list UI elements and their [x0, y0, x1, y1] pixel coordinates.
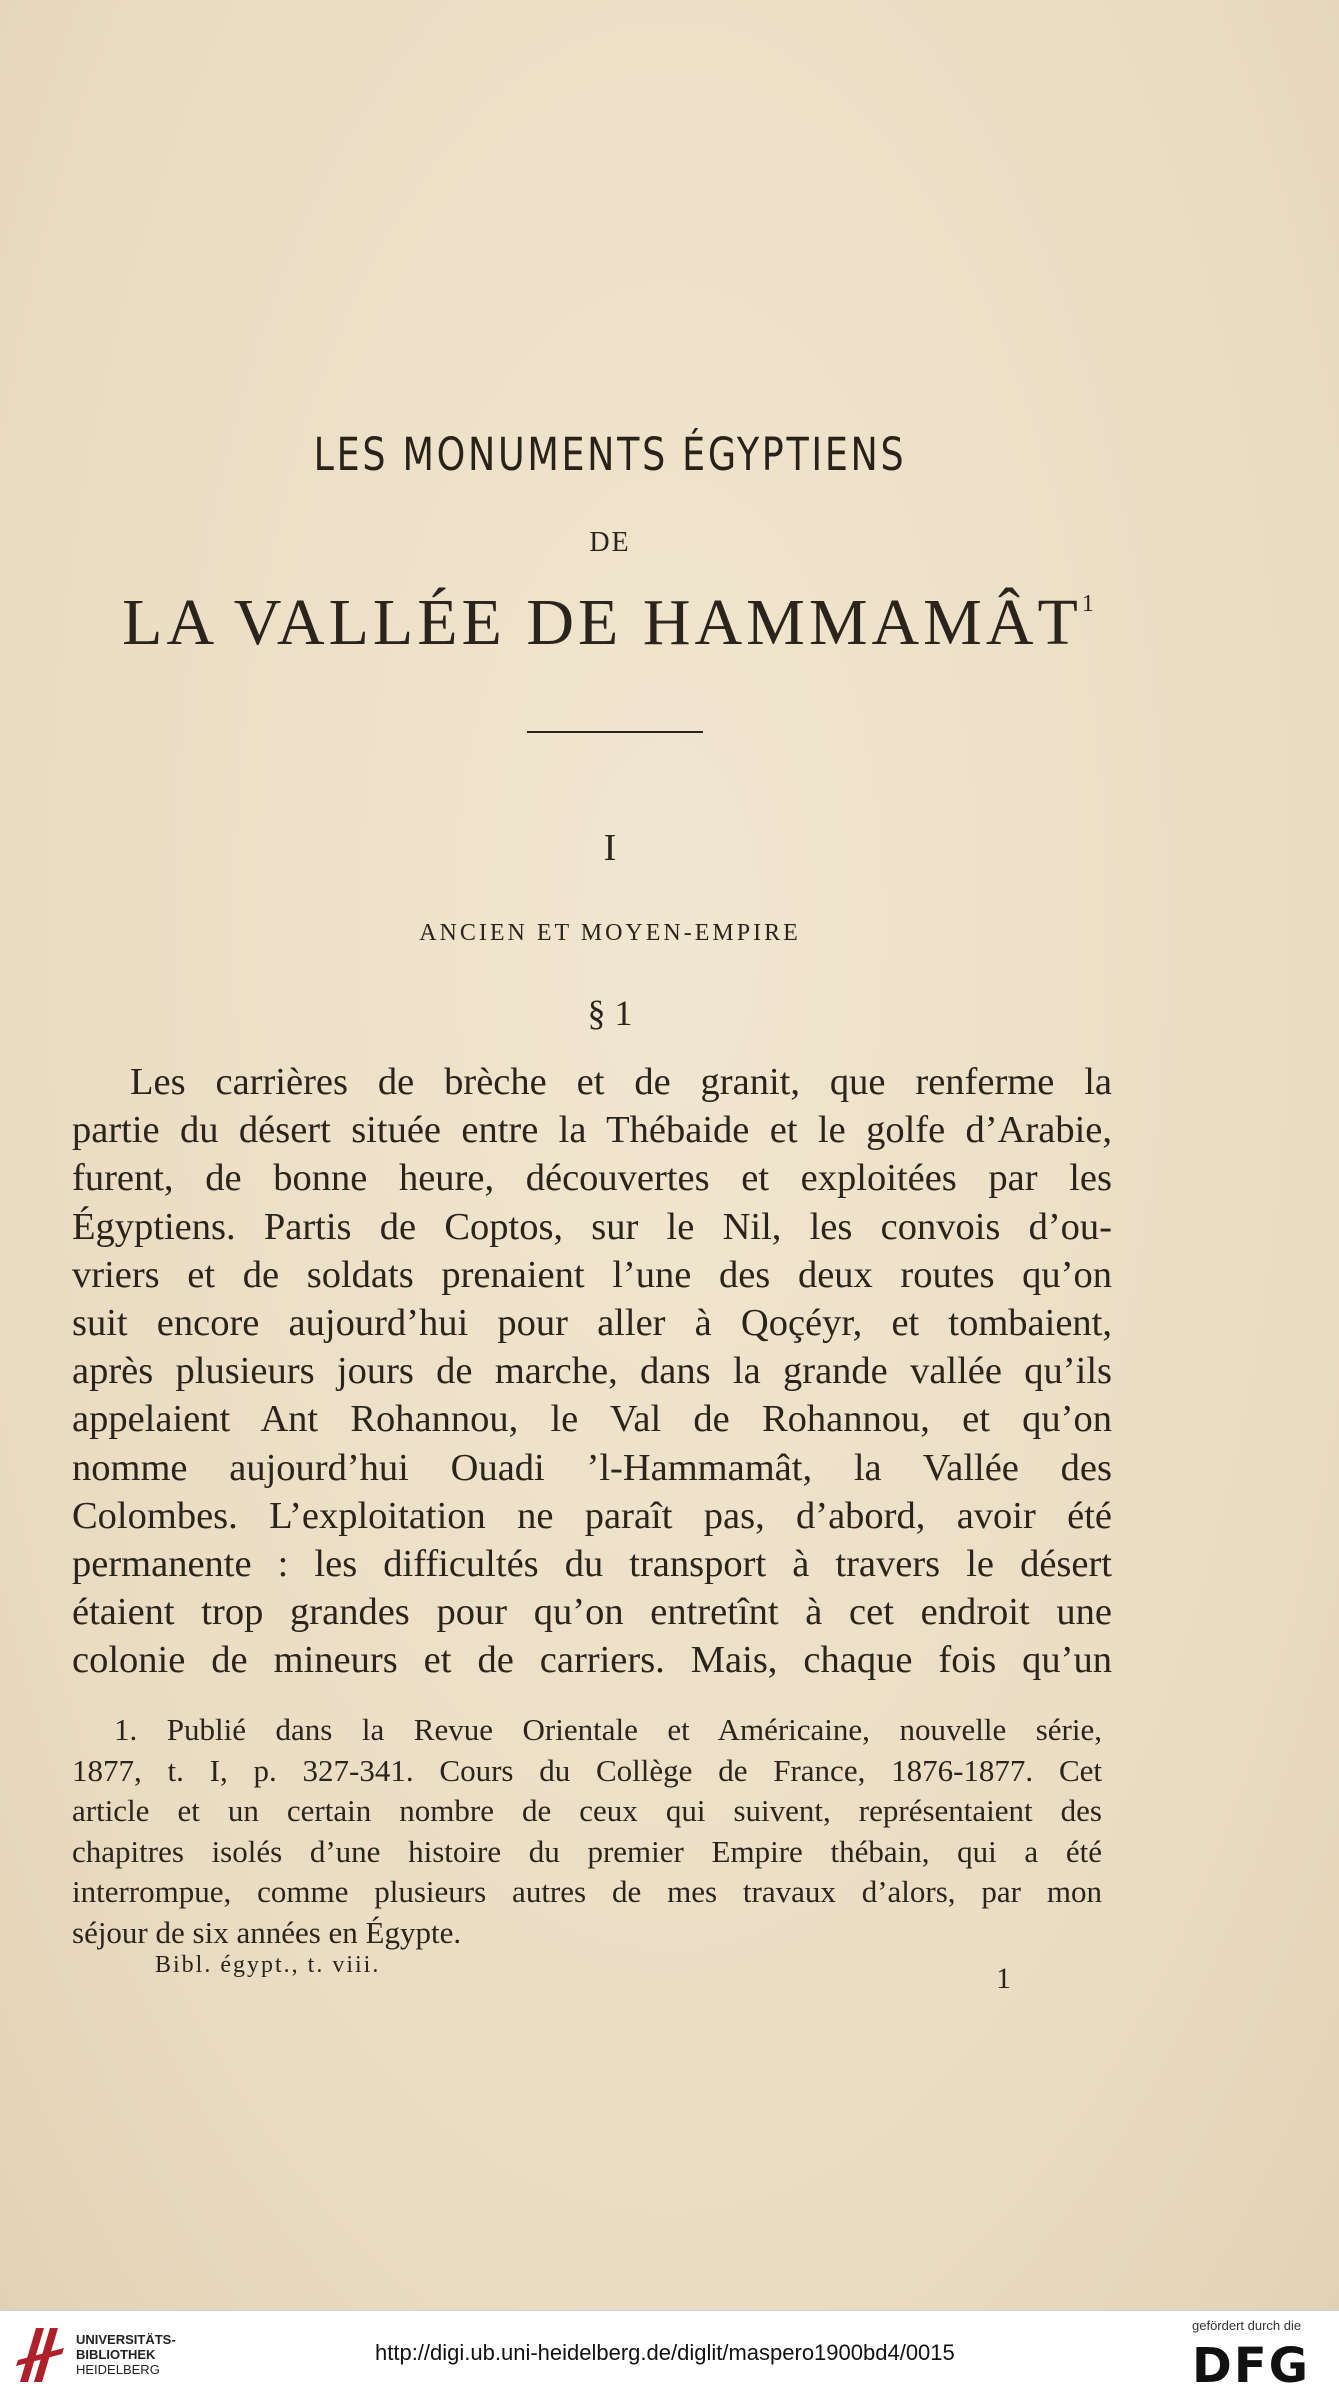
footnote-line: article et un certain nombre de ceux qui suivent, représentaient des — [72, 1793, 1102, 1828]
body-line: Colombes. L’exploitation ne paraît pas, d’abord, avoir été — [72, 1494, 1112, 1537]
permalink-url[interactable]: http://digi.ub.uni-heidelberg.de/diglit/maspero1900bd4/0015 — [375, 2340, 955, 2365]
title-main: LA VALLÉE DE HAMMAMÂT — [122, 586, 1082, 659]
title-connector: DE — [589, 527, 631, 558]
title-line-1: LES MONUMENTS ÉGYPTIENS — [313, 428, 907, 481]
body-line: partie du désert située entre la Thébaide et le golfe d’Arabie, — [72, 1109, 1112, 1152]
body-line: furent, de bonne heure, découvertes et exploitées par les — [72, 1157, 1112, 1200]
library-name-line: HEIDELBERG — [76, 2362, 160, 2377]
body-line: vriers et de soldats prenaient l’une des deux routes qu’on — [72, 1253, 1112, 1296]
dfg-logo-icon: DFG — [1192, 2338, 1311, 2394]
body-line: Les carrières de brèche et de granit, que renferme la — [130, 1061, 1112, 1103]
footnote-marker: 1 — [1081, 591, 1098, 617]
body-line: colonie de mineurs et de carriers. Mais, chaque fois qu’un — [72, 1639, 1112, 1682]
body-line: permanente : les difficultés du transport à travers le désert — [72, 1542, 1112, 1585]
footnote-line: chapitres isolés d’une histoire du premier Empire thébain, qui a été — [72, 1833, 1102, 1869]
body-line: nomme aujourd’hui Ouadi ’l-Hammamât, la Vallée des — [72, 1446, 1112, 1489]
paragraph-mark: § 1 — [587, 993, 633, 1033]
footnote-line: 1877, t. I, p. 327-341. Cours du Collège de France, 1876-1877. Cet — [72, 1752, 1102, 1788]
footnote — [72, 1710, 1102, 1953]
body-line: appelaient Ant Rohannou, le Val de Rohannou, et qu’on — [72, 1398, 1112, 1441]
footnote-line: séjour de six années en Égypte. — [72, 1914, 462, 1950]
body-text — [72, 1058, 1112, 1684]
footnote-line: interrompue, comme plusieurs autres de mes travaux d’alors, par mon — [72, 1874, 1102, 1909]
body-line: Égyptiens. Partis de Coptos, sur le Nil, les convois d’ou- — [72, 1205, 1112, 1248]
library-name-line: BIBLIOTHEK — [76, 2347, 156, 2362]
footnote-line: 1. Publié dans la Revue Orientale et Américaine, nouvelle série, — [114, 1712, 1102, 1747]
university-logo-icon — [14, 2320, 68, 2390]
body-line: étaient trop grandes pour qu’on entretînt à cet endroit une — [72, 1591, 1112, 1634]
section-title: ANCIEN ET MOYEN-EMPIRE — [419, 920, 801, 946]
page-number: 1 — [996, 1962, 1011, 1995]
printer-signature: Bibl. égypt., t. viii. — [155, 1952, 381, 1978]
body-line: suit encore aujourd’hui pour aller à Qoçéyr, et tombaient, — [72, 1301, 1112, 1344]
title-rule — [527, 731, 703, 733]
chapter-number: I — [603, 827, 617, 869]
library-name — [76, 2332, 176, 2377]
funder-caption: gefördert durch die — [1192, 2318, 1302, 2333]
library-name-line: UNIVERSITÄTS- — [76, 2332, 176, 2347]
body-line: après plusieurs jours de marche, dans la grande vallée qu’ils — [72, 1350, 1112, 1393]
title-line-2 — [0, 585, 1220, 661]
